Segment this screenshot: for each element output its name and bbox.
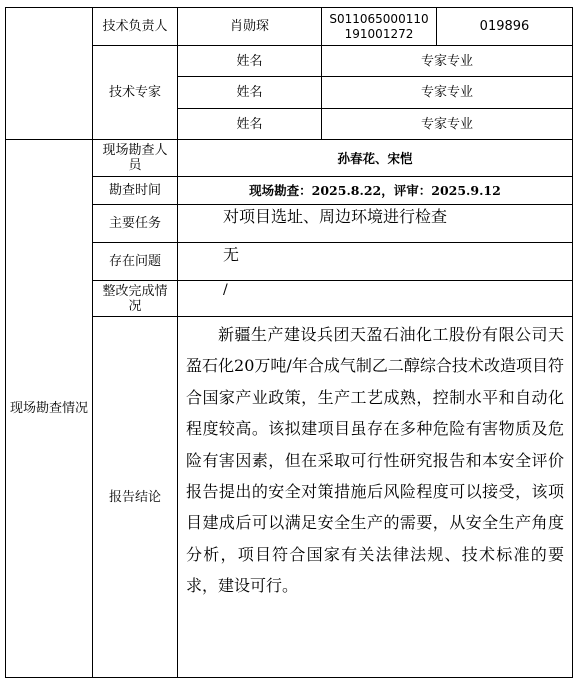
tech-lead-id-no: 019896 bbox=[437, 8, 573, 46]
expert-specialty-2: 专家专业 bbox=[322, 77, 573, 109]
site-survey-label: 现场勘查情况 bbox=[6, 140, 93, 678]
inspectors-value: 孙春花、宋恺 bbox=[178, 140, 573, 177]
expert-name-2: 姓名 bbox=[178, 77, 322, 109]
expert-specialty-3: 专家专业 bbox=[322, 109, 573, 140]
issues-label: 存在问题 bbox=[93, 243, 178, 281]
survey-time-label: 勘查时间 bbox=[93, 177, 178, 205]
tech-lead-cert-no: S011065000110191001272 bbox=[322, 8, 437, 46]
main-task-label: 主要任务 bbox=[93, 205, 178, 243]
rectify-value: / bbox=[178, 281, 573, 317]
conclusion-label: 报告结论 bbox=[93, 317, 178, 678]
inspectors-label: 现场勘查人员 bbox=[93, 140, 178, 177]
expert-name-1: 姓名 bbox=[178, 46, 322, 77]
issues-value: 无 bbox=[178, 243, 573, 281]
evaluation-info-table bbox=[5, 7, 573, 678]
conclusion-value: 新疆生产建设兵团天盈石油化工股份有限公司天盈石化20万吨/年合成气制乙二醇综合技术改造项目符合国家产业政策，生产工艺成熟，控制水平和自动化程度较高。该拟建项目虽存在多种危险有害物质及危险有害因素，但在采取可行性研究报告和本安全评价报告提出的安全对策措施后风险程度可以接受，该项目建成后可以满足安全生产的需要，从安全生产角度分析，项目符合国家有关法律法规、技术标准的要求，建设可行。 bbox=[178, 317, 573, 678]
survey-time-value: 现场勘查：2025.8.22，评审：2025.9.12 bbox=[178, 177, 573, 205]
expert-name-3: 姓名 bbox=[178, 109, 322, 140]
tech-lead-label: 技术负责人 bbox=[93, 8, 178, 46]
blank-left-cell bbox=[6, 8, 93, 140]
main-task-value: 对项目选址、周边环境进行检查 bbox=[178, 205, 573, 243]
rectify-label: 整改完成情况 bbox=[93, 281, 178, 317]
expert-specialty-1: 专家专业 bbox=[322, 46, 573, 77]
tech-lead-name: 肖勋琛 bbox=[178, 8, 322, 46]
tech-experts-label: 技术专家 bbox=[93, 46, 178, 140]
